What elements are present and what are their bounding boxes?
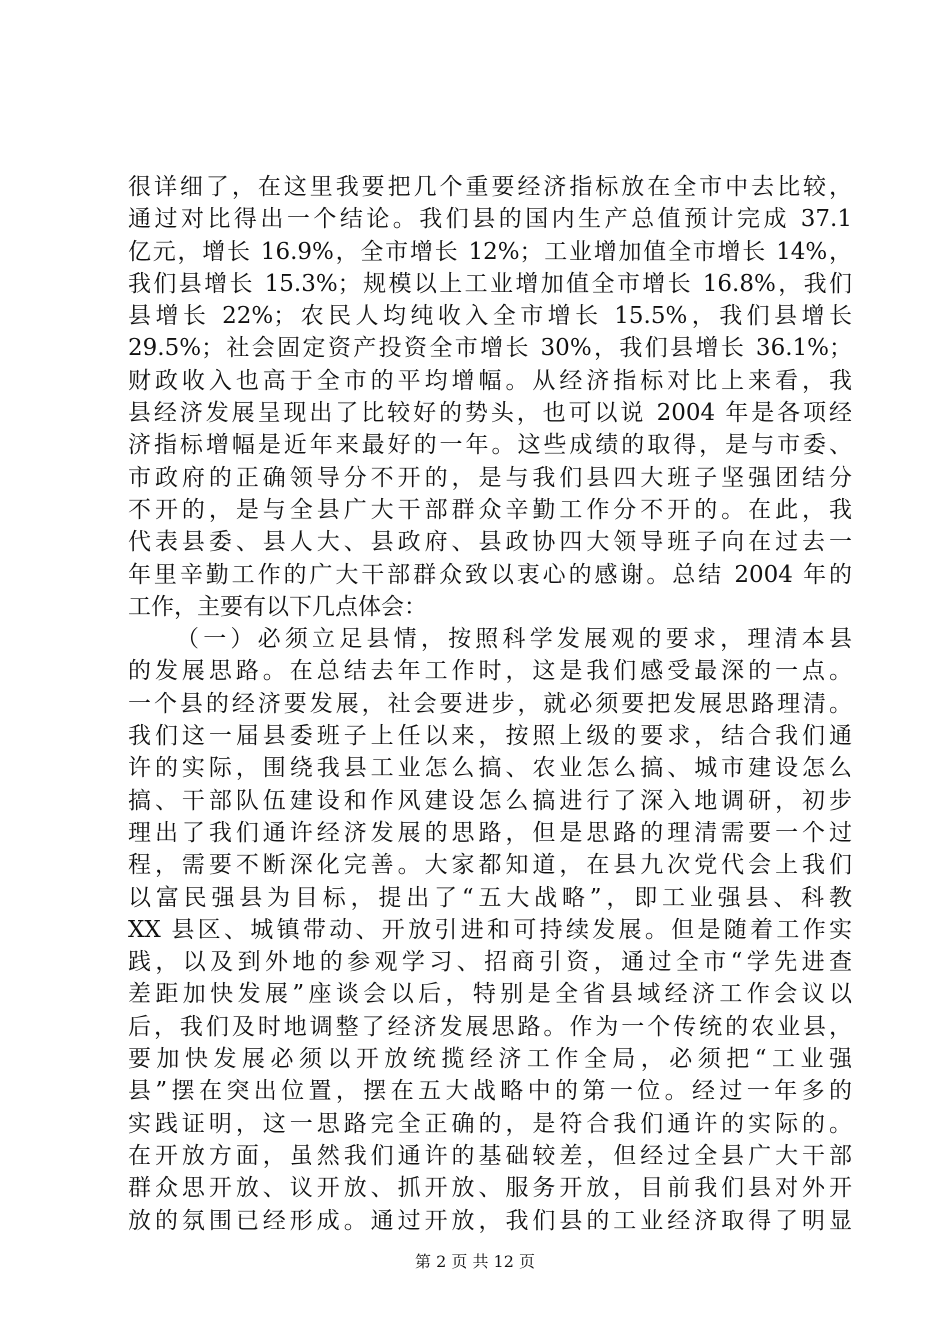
text-line: 市政府的正确领导分不开的，是与我们县四大班子坚强团结分 [128,464,852,491]
text-line: 县经济发展呈现出了比较好的势头，也可以说 2004 年是各项经 [128,400,852,427]
section-heading-line: （一）必须立足县情，按照科学发展观的要求，理清本县 [176,626,852,653]
text-line: 搞、干部队伍建设和作风建设怎么搞进行了深入地调研，初步 [128,787,852,814]
text-line: 理出了我们通许经济发展的思路，但是思路的理清需要一个过 [128,819,852,846]
text-line: 一个县的经济要发展，社会要进步，就必须要把发展思路理清。 [128,690,852,717]
text-line: 通过对比得出一个结论。我们县的国内生产总值预计完成 37.1 [128,206,852,233]
text-line: 代表县委、县人大、县政府、县政协四大领导班子向在过去一 [128,529,852,556]
body-text [128,171,852,1237]
text-line: 群众思开放、议开放、抓开放、服务开放，目前我们县对外开 [128,1175,852,1202]
text-line: 的发展思路。在总结去年工作时，这是我们感受最深的一点。 [128,658,852,685]
text-line: 县增长 22%；农民人均纯收入全市增长 15.5%，我们县增长 [128,303,852,330]
text-line: 要加快发展必须以开放统揽经济工作全局，必须把“工业强 [128,1046,852,1073]
paragraph-end-line: 工作，主要有以下几点体会： [128,593,427,620]
text-line: 我们这一届县委班子上任以来，按照上级的要求，结合我们通 [128,723,852,750]
text-line: 实践证明，这一思路完全正确的，是符合我们通许的实际的。 [128,1110,852,1137]
text-line: 差距加快发展”座谈会以后，特别是全省县域经济工作会议以 [128,981,852,1008]
text-line: 很详细了，在这里我要把几个重要经济指标放在全市中去比较， [128,174,852,200]
text-line: 许的实际，围绕我县工业怎么搞、农业怎么搞、城市建设怎么 [128,755,852,782]
text-line: XX 县区、城镇带动、开放引进和可持续发展。但是随着工作实 [128,916,852,943]
text-line: 不开的，是与全县广大干部群众辛勤工作分不开的。在此，我 [128,496,852,523]
text-line: 财政收入也高于全市的平均增幅。从经济指标对比上来看，我 [128,367,852,394]
text-line: 29.5%；社会固定资产投资全市增长 30%，我们县增长 36.1%； [128,335,852,362]
text-line: 我们县增长 15.3%；规模以上工业增加值全市增长 16.8%，我们 [128,270,852,297]
text-line: 济指标增幅是近年来最好的一年。这些成绩的取得，是与市委、 [128,432,852,459]
text-line: 后，我们及时地调整了经济发展思路。作为一个传统的农业县， [128,1013,852,1040]
text-line: 在开放方面，虽然我们通许的基础较差，但经过全县广大干部 [128,1142,852,1169]
text-line: 程，需要不断深化完善。大家都知道，在县九次党代会上我们 [128,852,852,879]
text-line: 放的氛围已经形成。通过开放，我们县的工业经济取得了明显 [128,1207,852,1234]
text-line: 践，以及到外地的参观学习、招商引资，通过全市“学先进查 [128,949,852,976]
text-line: 以富民强县为目标，提出了“五大战略”，即工业强县、科教 [128,884,852,911]
page-number: 第 2 页 共 12 页 [415,1252,535,1271]
text-line: 年里辛勤工作的广大干部群众致以衷心的感谢。总结 2004 年的 [128,561,852,588]
text-line: 县”摆在突出位置，摆在五大战略中的第一位。经过一年多的 [128,1078,852,1105]
page-footer [0,1249,950,1272]
text-line: 亿元，增长 16.9%，全市增长 12%；工业增加值全市增长 14%， [128,238,852,265]
